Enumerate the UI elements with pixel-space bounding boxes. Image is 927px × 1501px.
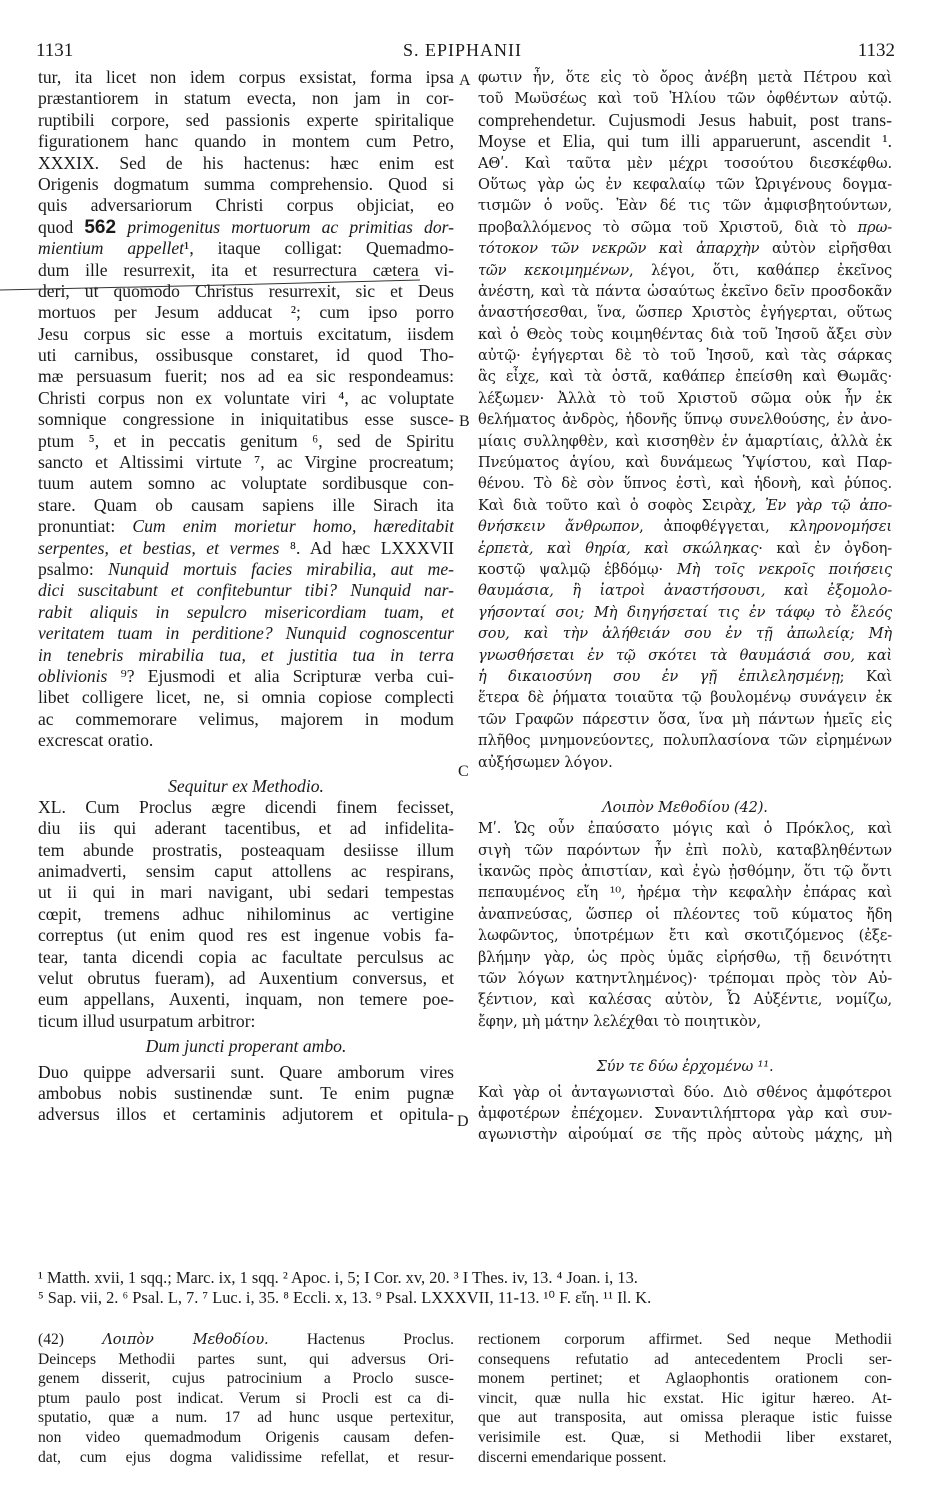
note-line: rectionem corporum affirmet. Sed neque Methodii [478,1331,892,1348]
text-line: ἃς εἶχε, καὶ τὰ ὀστᾶ, καθάπερ ἐπείσθη καὶ Θωμᾶς· [478,368,892,386]
text-line: Πνεύματος ἁγίου, καὶ δυνάμεως Ὑψίστου, καὶ Παρ- [478,454,892,472]
italic-run: mientium appellet [38,238,185,259]
section-heading-greek: Λοιπὸν Μεθοδίου (42). [602,798,768,816]
text-line: dici suscitabunt et confitebuntur tibi? Nunquid nar- [38,580,454,601]
text-line: αὐξήσωμεν λόγον. [478,753,613,771]
text-run: · καὶ ἐν ὀγδοη- [758,539,892,557]
text-line: figurationem hanc quando in montem cum Petro, [38,131,454,152]
text-line: ruptibili corpore, sed passionis experte spiritalique [38,109,454,130]
italic-run: τότοκον τῶν νεκρῶν καὶ ἀπαρχὴν [478,240,760,258]
editorial-note-left [38,1330,454,1467]
text-line: tem abunde prostratis, posteaquam desiisse illum [38,839,454,860]
italic-run: Λοιπὸν Μεθοδίου. [102,1331,269,1348]
margin-letter-b: B [459,413,470,430]
note-label: (42) [38,1331,103,1348]
text-line: τῶν λόγων κατηντλημένος)· τρέπομαι πρὸς τὸν Αὐ- [478,970,892,988]
italic-run: πρω- [857,218,892,236]
margin-letter-a: A [459,72,471,89]
text-run: Hactenus Proclus. [268,1331,454,1348]
text-run: pronuntiat: [38,516,133,537]
latin-column [38,67,454,1126]
text-line: dum ille resurrexit, ita et resurrectura cætera vi- [38,259,454,280]
running-header [30,40,895,66]
text-line: correptus (ut enim quod res est ingenue vobis fa- [38,925,454,946]
text-line: in tenebris mirabilia tua, et justitia tua in terra [38,644,454,665]
text-line: velut obrutus fueram), ad Auxentium conversus, et [38,968,454,989]
text-line: σου, καὶ τὴν ἀλήθειάν σου ἐν τῇ ἀπωλείᾳ; Μὴ [478,625,892,643]
text-line: mæ persuasum fuerit; nos ad ea sic respondeamus: [38,366,454,387]
section-m-start: Μʹ. Ὡς οὖν ἐπαύσατο μόγις καὶ ὁ Πρόκλος, καὶ [478,820,892,838]
text-line: tuum autem somno ac voluptate sordibusque con- [38,473,454,494]
text-line: γήσονταί σοι; Μὴ διηγήσεταί τις ἐν τάφῳ τὸ ἔλεός [478,603,892,621]
text-line: ἔφην, μὴ μάτην λελέχθαι τὸ ποιητικὸν, [478,1012,761,1030]
text-line: somnique congressione in iniquitatibus esse susce- [38,409,454,430]
text-line: βλήμην γὰρ, ὡς πρὸς ὑμᾶς εἰρήσθω, τῇ δεινότητι [478,948,892,966]
text-line: τοῦ Μωϋσέως καὶ τοῦ Ἠλίου τῶν ὀφθέντων αὐτῷ. [478,90,892,108]
text-line: animadverti, sensim caput attollens ac respirans, [38,861,454,882]
text-line: λέξωμεν· Ἀλλὰ τὸ τοῦ Χριστοῦ σῶμα οὐκ ἦν ἐκ [478,389,892,407]
italic-run: κληρονομήσει [789,518,892,536]
note-line: non video quemadmodum Origenis causam defen- [38,1428,454,1446]
text-run: psalmo: [38,558,109,579]
text-line: rabit aliquis in sepulcro misericordiam tuam, et [38,601,454,622]
text-line: Καὶ γὰρ οἱ ἀνταγωνισταὶ δύο. Διὸ σθένος ἀμφότεροι [478,1083,892,1101]
text-line: tur, ita licet non idem corpus exsistat, forma ipsa [38,67,454,87]
note-line: Deinceps Methodii partes sunt, qui adversus Ori- [38,1350,454,1368]
text-line [38,238,454,259]
text-line: ambobus nobis sustinendæ sunt. Te enim pugnæ [38,1082,454,1103]
note-line: discerni emendarique possent. [478,1448,667,1466]
text-run: ⁹? Ejusmodi et alia Scripturæ verba cui- [107,665,454,686]
text-run: , ἀποφθέγγεται, [639,518,790,536]
text-line: Moyse et Elia, qui tum illi apparuerunt, ascendit ¹. [478,131,892,152]
margin-letter-c: C [458,763,469,780]
section-heading-latin: Sequitur ex Methodio. [168,775,324,796]
text-line: πεπαυμένος εἴη ¹⁰, ἠρέμα τὴν κεφαλὴν ἐπάρας καὶ [478,884,892,902]
italic-run: τῶν κεκοιμημένων [478,261,629,279]
italic-run: ἑρπετὰ, καὶ θηρία, καὶ σκώληκας [478,539,759,557]
italic-run: Cum enim morietur homo, hæreditabit [132,516,454,537]
text-line: Duo quippe adversarii sunt. Quare amborum vires [38,1061,454,1082]
note-line: consequens refutatio ad antecedentem Procli ser- [478,1350,892,1368]
text-line: eum appellans, Auxenti, inquam, non temere poe- [38,989,454,1010]
text-line: quis adversariorum Christi corpus objiciat, eo [38,195,454,216]
text-line: stare. Quam ob causam sapiens ille Sirach ita [38,494,454,515]
text-line: ptum ⁵, et in peccatis genitum ⁶, sed de Spiritu [38,430,454,451]
running-title: S. EPIPHANII [402,40,522,60]
text-line: adversus illos et certaminis adjutorem et opitula- [38,1104,454,1125]
text-line [38,666,454,687]
text-line: deri, ut quomodo Christus resurrexit, sic et Deus [38,280,454,301]
text-line [478,516,892,537]
text-line [478,260,892,281]
text-line: ἀμφοτέρων ἐπέχομεν. Συναντιλήπτορα γὰρ καὶ συν- [478,1104,892,1122]
editorial-note-right [478,1330,892,1467]
text-run: προβαλλόμενος τὸ σῶμα τοῦ Χριστοῦ, διὰ τὸ [478,218,858,236]
text-line: tear, tanta dicendi copia ac facultate perculsus ac [38,946,454,967]
text-line: ut ii qui in mari navigant, ubi sedari tempestas [38,882,454,903]
text-line: mortuos per Jesum adducat ²; cum ipso porro [38,302,454,323]
text-line: θένου. Τὸ δὲ σὸν ὕπνος ἐστὶ, καὶ ἡδονὴ, καὶ ῥύπος. [478,475,892,493]
text-line: πλῆθος μνημονεύοντες, πολυπλασίονα τῶν εἰρημένων [478,732,892,750]
text-line: ac commemorare velimus, majorem in modum [38,708,454,729]
text-line: ἕτερα δὲ ῥήματα τοιαῦτα τῷ βουλομένῳ συνάγειν ἐκ [478,689,892,707]
text-line: ἀναπνεύσας, ὥσπερ οἱ πλέοντες τοῦ κύματος ἤδη [478,905,892,923]
text-line: θαυμάσια, ἢ ἰατροὶ ἀναστήσουσι, καὶ ἐξομολο- [478,582,892,600]
text-line: excrescat oratio. [38,730,154,751]
note-line: sputatio, quæ a num. 17 ad hunc usque pertexitur, [38,1409,454,1427]
text-line [38,516,454,537]
italic-run: Ἐν γὰρ τῷ ἀπο- [765,496,892,514]
text-line: uti carnibus, ossibusque constaret, id quod Tho- [38,345,454,366]
text-line: αγωνιστὴν αἱρούμαί σε τῆς πρὸς αὐτοὺς μάχης, μὴ [478,1126,892,1144]
page-number-left: 1131 [36,40,74,61]
text-run: , λέγοι, ὅτι, καθάπερ ἐκεῖνος [628,261,892,279]
verse-quote-latin: Dum juncti properant ambo. [145,1036,347,1057]
italic-run: serpentes, et bestias, et vermes [38,537,280,558]
text-line: θελήματος ἀνδρὸς, ἡδονῆς ὕπνῳ συνελθούσης, ἐν ἀνο- [478,411,892,429]
text-run: ; Καὶ [839,667,892,685]
note-line: verisimile est. Quæ, si Methodii liber exstaret, [478,1428,892,1446]
note-line: monem pertinet; et Aglaophontis orationem con- [478,1370,892,1388]
text-line: ἱκανῶς πρὸς ἀπιστίαν, καὶ ἐγὼ ᾐσθόμην, ὅτι τῷ ὄντι [478,863,892,881]
text-line: Christi corpus non ex voluntate viri ⁴, ac voluptate [38,387,454,408]
text-line [478,495,892,516]
text-run: quod [38,216,85,237]
text-line: præstantiorem in statum evecta, non jam in cor- [38,88,454,109]
text-run: αὐτὸν εἰρῆσθαι [759,240,892,258]
text-line [478,238,892,259]
text-line: comprehendetur. Cujusmodi Jesus habuit, post trans- [478,109,892,130]
text-line: veritatem tuam in perditione? Nunquid cognoscentur [38,623,454,644]
note-line: dat, cum ejus dogma validissime refellat, et resur- [38,1448,454,1466]
text-line: καὶ ὁ Θεὸς τοὺς κοιμηθέντας διὰ τοῦ Ἰησοῦ ἄξει σὺν [478,325,892,343]
text-line: ἀναστήσεσθαι, ἵνα, ὥσπερ Χριστὸς ἐγήγερται, οὕτως [478,304,892,322]
note-line [38,1330,454,1350]
text-line: λωφῶντος, ὑποτρέμων ἔτι καὶ σκοτιζόμενος (ἐξε- [478,927,892,945]
text-run: Καὶ διὰ τοῦτο καὶ ὁ σοφὸς Σειρὰχ, [478,496,766,514]
text-line: σιγὴ τῶν παρόντων ἦν ἐπὶ πολὺ, καταβληθέντων [478,841,892,859]
text-line [478,666,892,687]
text-line: φωτιν ἦν, ὅτε εἰς τὸ ὄρος ἀνέβη μετὰ Πέτρου καὶ [478,69,892,86]
text-run: κοστῷ ψαλμῷ ἑβδόμῳ· [478,560,677,578]
text-line-562 [38,217,454,238]
text-line: Origenis dogmatum summa comprehensio. Quod si [38,173,454,194]
text-line: diu iis qui aderant tacentibus, et ad infidelita- [38,818,454,839]
text-line: αὐτῷ· ἐγήγερται δὲ τὸ τοῦ Ἰησοῦ, καὶ τὰς σάρκας [478,347,892,365]
text-line: Οὕτως γὰρ ὡς ἐν κεφαλαίῳ τῶν Ὠριγένους δογμα- [478,175,892,193]
footnote-line: ¹ Matth. xvii, 1 sqq.; Marc. ix, 1 sqq. ² Apoc. i, 5; I Cor. xv, 20. ³ I Thes. iv, 13. ⁴ Joan. i, 13. [38,1268,638,1287]
text-line: ἀνέστη, καὶ τὰ πάντα ὡσαύτως ἐκεῖνο δεῖν προσδοκᾶν [478,282,892,300]
text-line: τισμῶν ὁ νοῦς. Ἐὰν δέ τις τῶν ἀμφισβητούντων, [478,197,892,215]
footnotes [38,1268,892,1308]
italic-run: Nunquid mortuis facies mirabilia, aut me- [108,558,454,579]
section-xl-start: XL. Cum Proclus ægre dicendi finem fecisset, [38,796,454,817]
italic-run: primogenitus mortuorum ac primitias dor- [116,216,454,237]
section-xxxix-start: XXXIX. Sed de his hactenus: hæc enim est [38,152,454,173]
text-run: ¹, itaque colligat: Quemadmo- [184,238,454,259]
text-line: μίαις συλληφθὲν, καὶ κισσηθὲν ἐν ἁμαρτίαις, ἀλλὰ ἐκ [478,432,892,450]
text-run: ⁸. Ad hæc LXXXVII [279,537,454,558]
text-line: ticum illud usurpatum arbitror: [38,1010,256,1031]
italic-run: θνήσκειν ἄνθρωπον [478,518,640,536]
text-line: Jesu corpus sic esse a mortuis excitatum, iisdem [38,323,454,344]
text-line: γνωσθήσεται ἐν τῷ σκότει τὰ θαυμάσιά σου, καὶ [478,646,892,664]
note-line: que aut transposita, aut omissa pleraque istic fuisse [478,1409,892,1427]
text-line: τῶν Γραφῶν πάρεστιν ὅσα, ἵνα μὴ πάντων ἡμεῖς εἰς [478,710,892,728]
text-line [478,538,892,559]
italic-run: Μὴ τοῖς νεκροῖς ποιήσεις [676,560,892,578]
verse-quote-greek: Σύν τε δύω ἐρχομένω ¹¹. [596,1058,774,1076]
text-line [38,538,454,559]
greek-column [478,67,892,1146]
text-line [38,559,454,580]
note-line: genem disserit, cujus patrocinium a Proclo susce- [38,1370,454,1388]
section-lth-start: ΑΘʹ. Καὶ ταῦτα μὲν μέχρι τοσούτου διεσκέφθω. [478,154,892,172]
text-line [478,217,892,238]
note-line: ptum paulo post indicat. Verum si Procli est ca di- [38,1389,454,1407]
margin-letter-d: D [457,1113,469,1130]
text-line: sancto et Altissimi virtute ⁷, ac Virgine procreatum; [38,452,454,473]
page-number-right: 1132 [857,40,895,61]
footnote-line: ⁵ Sap. vii, 2. ⁶ Psal. L, 7. ⁷ Luc. i, 35. ⁸ Eccli. x, 13. ⁹ Psal. LXXXVII, 11-13. ¹⁰ F. εἴη. ¹¹ Il. K. [38,1288,652,1307]
text-line [478,559,892,580]
column-marker-562: 562 [84,216,117,238]
note-line: vincit, quæ nulla hic exstat. Hic igitur hæreo. At- [478,1389,892,1407]
italic-run: oblivionis [38,665,108,686]
text-line: ξέντιον, καὶ καλέσας αὐτὸν, Ὦ Αὐξέντιε, νομίζω, [478,991,892,1009]
text-line: cœpit, tremens adhuc nihilominus ac vertigine [38,903,454,924]
italic-run: ἡ δικαιοσύνη σου ἐν γῇ ἐπιλελησμένῃ [478,667,840,685]
text-line: libet colligere licet, ne, si omnia copiose complecti [38,687,454,708]
